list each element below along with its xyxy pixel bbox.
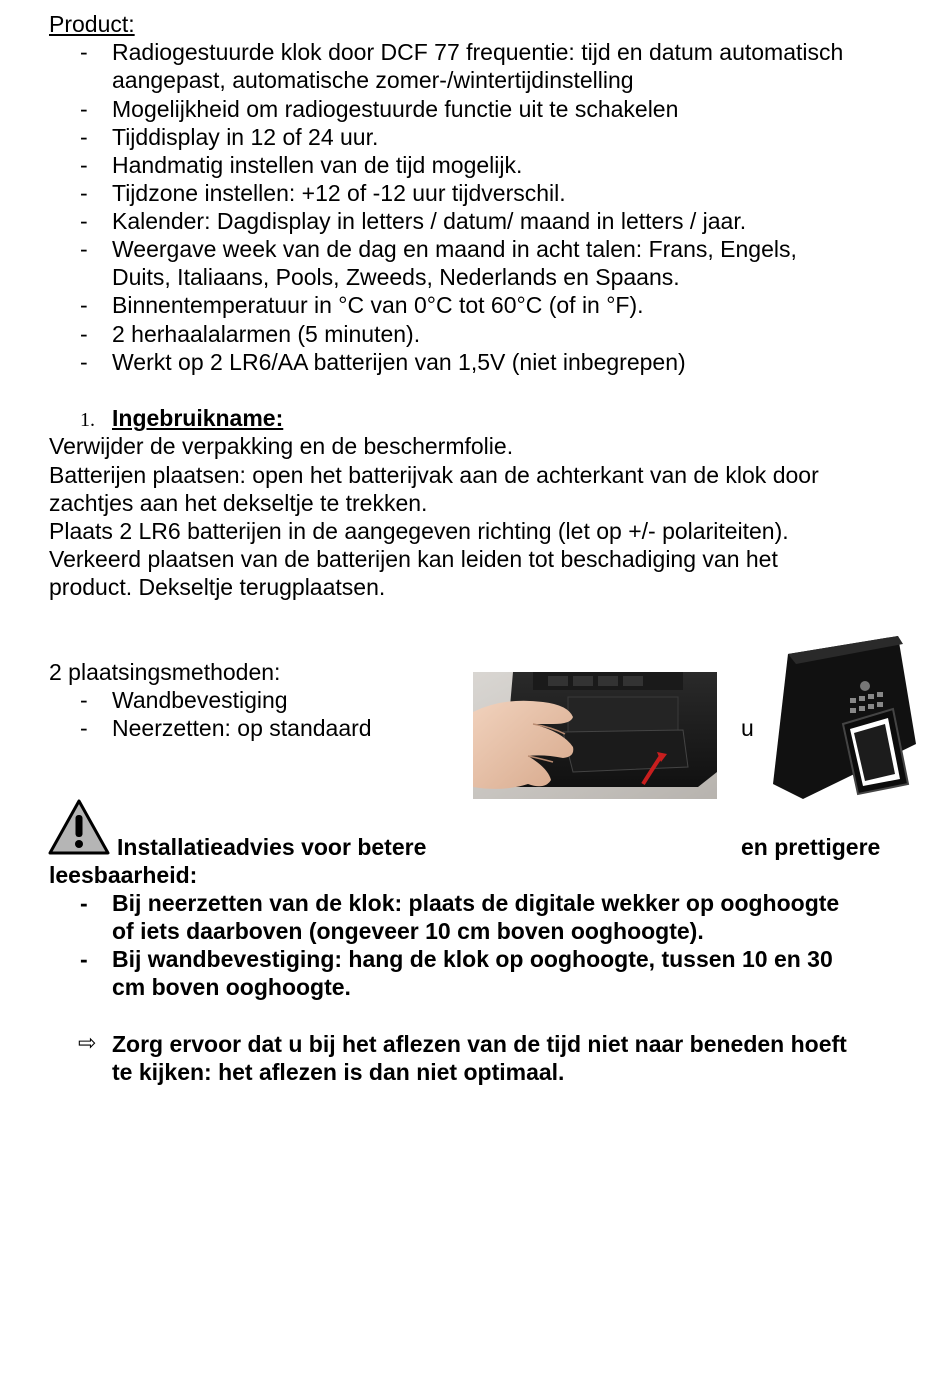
bullet-dash: -	[80, 687, 88, 713]
list-item: Wandbevestiging	[112, 687, 288, 713]
note-line-cont: te kijken: het aflezen is dan niet optimaal.	[112, 1059, 565, 1085]
list-item: Werkt op 2 LR6/AA batterijen van 1,5V (niet inbegrepen)	[112, 349, 686, 375]
bullet-dash: -	[80, 124, 88, 150]
list-item: Mogelijkheid om radiogestuurde functie uit te schakelen	[112, 96, 679, 122]
clock-stand-photo	[768, 634, 918, 804]
list-item: Handmatig instellen van de tijd mogelijk.	[112, 152, 523, 178]
list-item: Radiogestuurde klok door DCF 77 frequentie: tijd en datum automatisch	[112, 39, 844, 65]
bullet-dash: -	[80, 349, 88, 375]
list-item: Tijdzone instellen: +12 of -12 uur tijdverschil.	[112, 180, 566, 206]
list-item: Weergave week van de dag en maand in acht talen: Frans, Engels,	[112, 236, 797, 262]
list-item-cont: Duits, Italiaans, Pools, Zweeds, Nederlands en Spaans.	[112, 264, 680, 290]
paragraph-line: Verwijder de verpakking en de beschermfolie.	[49, 433, 514, 459]
bullet-dash: -	[80, 236, 88, 262]
paragraph-line: Verkeerd plaatsen van de batterijen kan leiden tot beschadiging van het	[49, 546, 778, 572]
list-item: Bij neerzetten van de klok: plaats de digitale wekker op ooghoogte	[112, 890, 840, 916]
arrow-icon: ⇨	[78, 1030, 97, 1055]
section-number: 1.	[80, 409, 95, 431]
list-item-cont: aangepast, automatische zomer-/wintertijdinstelling	[112, 67, 634, 93]
bullet-dash: -	[80, 890, 88, 916]
warning-triangle-icon	[47, 798, 111, 856]
bullet-dash: -	[80, 96, 88, 122]
product-heading: Product:	[49, 11, 135, 37]
bullet-dash: -	[80, 946, 88, 972]
list-item-cont: cm boven ooghoogte.	[112, 974, 351, 1000]
list-item: 2 herhaalalarmen (5 minuten).	[112, 321, 421, 347]
bullet-dash: -	[80, 292, 88, 318]
advice-heading-cont: leesbaarheid:	[49, 862, 198, 888]
list-item-cont: of iets daarboven (ongeveer 10 cm boven ooghoogte).	[112, 918, 704, 944]
advice-heading-right: en prettigere	[741, 834, 881, 860]
bullet-dash: -	[80, 39, 88, 65]
list-item: Binnentemperatuur in °C van 0°C tot 60°C (of in °F).	[112, 292, 644, 318]
section-heading: Ingebruikname:	[112, 405, 284, 431]
bullet-dash: -	[80, 208, 88, 234]
bullet-dash: -	[80, 180, 88, 206]
stray-letter: u	[741, 715, 754, 741]
bullet-dash: -	[80, 152, 88, 178]
list-item: Tijddisplay in 12 of 24 uur.	[112, 124, 379, 150]
paragraph-line: Plaats 2 LR6 batterijen in de aangegeven richting (let op +/- polariteiten).	[49, 518, 789, 544]
paragraph-line: zachtjes aan het dekseltje te trekken.	[49, 490, 428, 516]
advice-heading: Installatieadvies voor betere	[117, 834, 427, 860]
paragraph-line: Batterijen plaatsen: open het batterijvak aan de achterkant van de klok door	[49, 462, 819, 488]
bullet-dash: -	[80, 715, 88, 741]
paragraph-line: product. Dekseltje terugplaatsen.	[49, 574, 386, 600]
battery-cover-photo	[473, 672, 717, 799]
note-line: Zorg ervoor dat u bij het aflezen van de tijd niet naar beneden hoeft	[112, 1031, 847, 1057]
placement-heading: 2 plaatsingsmethoden:	[49, 659, 281, 685]
list-item: Kalender: Dagdisplay in letters / datum/ maand in letters / jaar.	[112, 208, 747, 234]
list-item: Bij wandbevestiging: hang de klok op ooghoogte, tussen 10 en 30	[112, 946, 833, 972]
bullet-dash: -	[80, 321, 88, 347]
list-item: Neerzetten: op standaard	[112, 715, 372, 741]
